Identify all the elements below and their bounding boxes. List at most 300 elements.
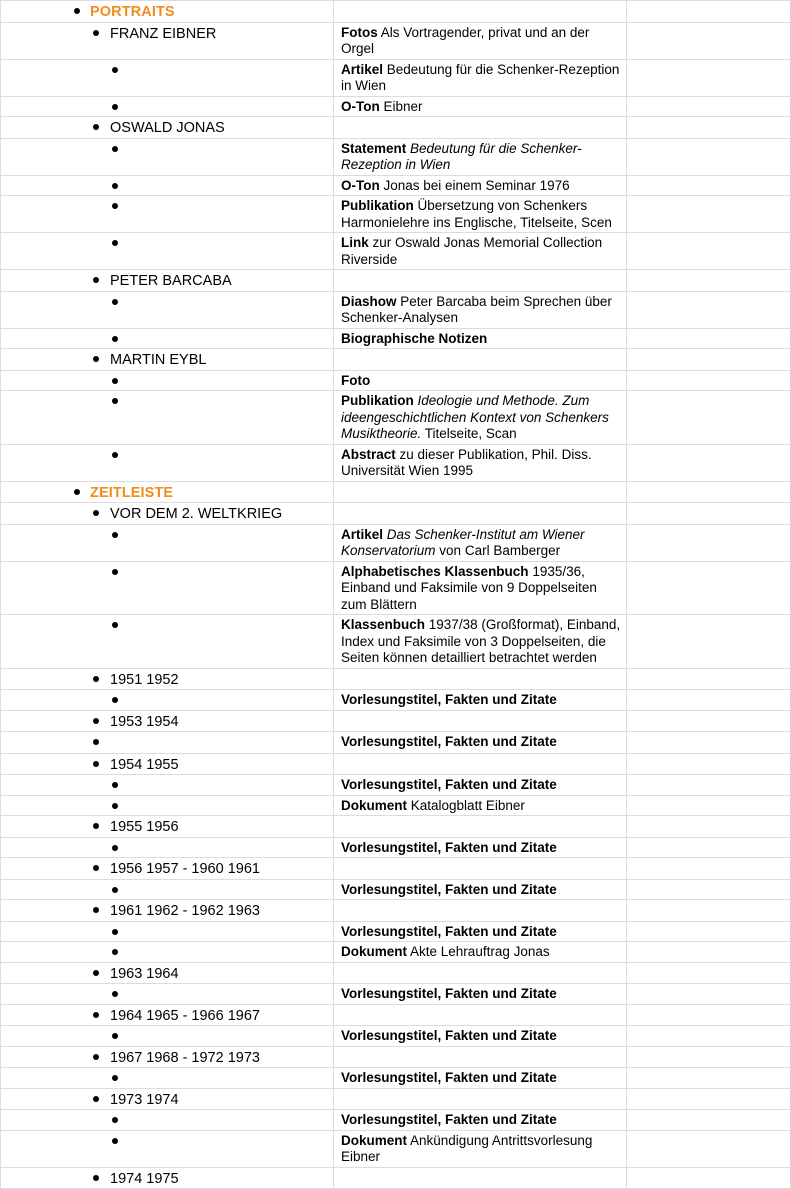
bullet-icon	[112, 532, 118, 538]
description-cell	[334, 22, 627, 59]
bullet-icon	[93, 1012, 99, 1018]
description-cell	[334, 291, 627, 328]
description	[334, 349, 626, 369]
outline-cell	[1, 1130, 334, 1167]
description-cell	[334, 561, 627, 615]
description-cell	[334, 753, 627, 775]
outline-item	[1, 984, 333, 1004]
empty-cell	[627, 370, 790, 391]
description-text: Als Vortragender, privat und an der Orgel	[341, 25, 589, 57]
description-keyword: Dokument	[341, 798, 407, 813]
bullet-icon	[112, 845, 118, 851]
outline-cell	[1, 1068, 334, 1089]
description-keyword: Vorlesungstitel, Fakten und Zitate	[341, 692, 557, 707]
description-text: Titelseite, Scan	[421, 426, 516, 441]
outline-cell	[1, 732, 334, 754]
outline-cell	[1, 96, 334, 117]
outline-cell	[1, 690, 334, 711]
outline-cell	[1, 59, 334, 96]
outline-cell	[1, 1046, 334, 1068]
outline-row	[1, 858, 790, 880]
outline-cell	[1, 370, 334, 391]
outline-cell	[1, 1, 334, 23]
bullet-icon	[112, 697, 118, 703]
description	[334, 1068, 626, 1088]
outline-row	[1, 328, 790, 349]
outline-row	[1, 710, 790, 732]
description-cell	[334, 690, 627, 711]
bullet-icon	[112, 183, 118, 189]
description	[334, 60, 626, 96]
bullet-icon	[112, 887, 118, 893]
empty-cell	[627, 816, 790, 838]
outline-item	[1, 196, 333, 216]
outline-item	[1, 60, 333, 80]
description	[334, 816, 626, 836]
outline-item-label: 1956 1957 - 1960 1961	[110, 861, 260, 877]
outline-item	[1, 292, 333, 312]
bullet-icon	[93, 718, 99, 724]
outline-item	[1, 1026, 333, 1046]
empty-cell	[627, 1004, 790, 1026]
empty-cell	[627, 690, 790, 711]
outline-item	[1, 754, 333, 775]
description-cell	[334, 1004, 627, 1026]
outline-item	[1, 1005, 333, 1026]
outline-item	[1, 176, 333, 196]
outline-item-label: VOR DEM 2. WELTKRIEG	[110, 506, 282, 522]
description	[334, 1131, 626, 1167]
bullet-icon	[112, 1117, 118, 1123]
outline-cell	[1, 444, 334, 481]
outline-item	[1, 117, 333, 138]
bullet-icon	[112, 146, 118, 152]
empty-cell	[627, 668, 790, 690]
description	[334, 690, 626, 710]
description	[334, 963, 626, 983]
description	[334, 669, 626, 689]
empty-cell	[627, 117, 790, 139]
empty-cell	[627, 1046, 790, 1068]
empty-cell	[627, 233, 790, 270]
description	[334, 1, 626, 21]
bullet-icon	[112, 299, 118, 305]
outline-item-label: 1954 1955	[110, 757, 179, 773]
outline-item	[1, 1110, 333, 1130]
description-cell	[334, 615, 627, 669]
empty-cell	[627, 1130, 790, 1167]
description-text: Katalogblatt Eibner	[407, 798, 525, 813]
outline-row	[1, 984, 790, 1005]
description	[334, 525, 626, 561]
bullet-icon	[112, 569, 118, 575]
bullet-icon	[93, 277, 99, 283]
outline-cell	[1, 349, 334, 371]
bullet-icon	[112, 1138, 118, 1144]
outline-cell	[1, 503, 334, 525]
outline-row	[1, 879, 790, 900]
outline-item	[1, 270, 333, 291]
outline-item	[1, 858, 333, 879]
outline-item	[1, 445, 333, 465]
outline-cell	[1, 837, 334, 858]
outline-item	[1, 391, 333, 411]
description	[334, 482, 626, 502]
description-keyword: Vorlesungstitel, Fakten und Zitate	[341, 924, 557, 939]
description-cell	[334, 858, 627, 880]
outline-cell	[1, 391, 334, 445]
outline-item	[1, 525, 333, 545]
bullet-icon	[93, 510, 99, 516]
description-keyword: Publikation	[341, 198, 414, 213]
outline-item-label: 1955 1956	[110, 819, 179, 835]
outline-row	[1, 233, 790, 270]
description	[334, 858, 626, 878]
description-keyword: Vorlesungstitel, Fakten und Zitate	[341, 1112, 557, 1127]
outline-cell	[1, 1004, 334, 1026]
outline-row	[1, 270, 790, 292]
outline-row	[1, 1046, 790, 1068]
description-cell	[334, 1, 627, 23]
description-keyword: O-Ton	[341, 99, 380, 114]
empty-cell	[627, 349, 790, 371]
description-keyword: Vorlesungstitel, Fakten und Zitate	[341, 734, 557, 749]
outline-item	[1, 503, 333, 524]
outline-item	[1, 329, 333, 349]
description-text: Ankündigung Antrittsvorlesung Eibner	[341, 1133, 592, 1165]
description-cell	[334, 524, 627, 561]
outline-cell	[1, 668, 334, 690]
description-keyword: Foto	[341, 373, 370, 388]
empty-cell	[627, 900, 790, 922]
description-keyword: Artikel	[341, 62, 383, 77]
description	[334, 562, 626, 615]
outline-row	[1, 1130, 790, 1167]
description-text: zu dieser Publikation, Phil. Diss. Universität Wien 1995	[341, 447, 592, 479]
description-keyword: Vorlesungstitel, Fakten und Zitate	[341, 777, 557, 792]
outline-row	[1, 795, 790, 816]
description	[334, 391, 626, 444]
bullet-icon	[112, 782, 118, 788]
description-cell	[334, 775, 627, 796]
outline-item-label: 1961 1962 - 1962 1963	[110, 903, 260, 919]
outline-item	[1, 732, 333, 753]
bullet-icon	[93, 676, 99, 682]
description-text: zur Oswald Jonas Memorial Collection Riverside	[341, 235, 602, 267]
bullet-icon	[112, 104, 118, 110]
description-cell	[334, 921, 627, 942]
description-cell	[334, 138, 627, 175]
section-heading	[1, 482, 333, 503]
description-cell	[334, 1068, 627, 1089]
outline-item	[1, 1131, 333, 1151]
bullet-icon	[93, 1054, 99, 1060]
description-cell	[334, 668, 627, 690]
bullet-icon	[93, 761, 99, 767]
outline-cell	[1, 291, 334, 328]
description-cell	[334, 391, 627, 445]
bullet-icon	[112, 929, 118, 935]
empty-cell	[627, 1026, 790, 1047]
empty-cell	[627, 524, 790, 561]
description-text: von Carl Bamberger	[436, 543, 561, 558]
empty-cell	[627, 837, 790, 858]
outline-item	[1, 233, 333, 253]
bullet-icon	[112, 398, 118, 404]
description-cell	[334, 196, 627, 233]
outline-item-label: 1964 1965 - 1966 1967	[110, 1008, 260, 1024]
description-cell	[334, 1088, 627, 1110]
empty-cell	[627, 879, 790, 900]
description-keyword: Vorlesungstitel, Fakten und Zitate	[341, 882, 557, 897]
outline-cell	[1, 1026, 334, 1047]
bullet-icon	[74, 8, 80, 14]
outline-item	[1, 796, 333, 816]
description-keyword: Dokument	[341, 1133, 407, 1148]
outline-row	[1, 753, 790, 775]
outline-cell	[1, 524, 334, 561]
description-cell	[334, 96, 627, 117]
description	[334, 139, 626, 175]
description-keyword: Statement	[341, 141, 406, 156]
outline-item	[1, 23, 333, 44]
description-cell	[334, 984, 627, 1005]
description-cell	[334, 732, 627, 754]
description	[334, 754, 626, 774]
empty-cell	[627, 503, 790, 525]
outline-item	[1, 922, 333, 942]
empty-cell	[627, 1167, 790, 1189]
outline-item-label: FRANZ EIBNER	[110, 26, 216, 42]
empty-cell	[627, 481, 790, 503]
outline-cell	[1, 984, 334, 1005]
outline-cell	[1, 481, 334, 503]
description-title: Ideologie und Methode. Zum ideengeschichtlichen Kontext von Schenkers Musiktheorie.	[341, 393, 609, 441]
empty-cell	[627, 858, 790, 880]
description	[334, 775, 626, 795]
description	[334, 445, 626, 481]
description-title: Bedeutung für die Schenker-Rezeption in Wien	[341, 141, 582, 173]
outline-item	[1, 942, 333, 962]
description-keyword: Vorlesungstitel, Fakten und Zitate	[341, 986, 557, 1001]
bullet-icon	[93, 823, 99, 829]
empty-cell	[627, 561, 790, 615]
empty-cell	[627, 962, 790, 984]
description	[334, 880, 626, 900]
outline-item	[1, 371, 333, 391]
bullet-icon	[112, 991, 118, 997]
description-cell	[334, 1130, 627, 1167]
description	[334, 292, 626, 328]
outline-cell	[1, 233, 334, 270]
outline-row	[1, 732, 790, 754]
outline-item-label	[110, 735, 114, 751]
description-cell	[334, 837, 627, 858]
outline-cell	[1, 962, 334, 984]
outline-item-label: 1963 1964	[110, 966, 179, 982]
description	[334, 922, 626, 942]
description-text: 1937/38 (Großformat), Einband, Index und Faksimile von 3 Doppelseiten, die Seiten können detailliert betrachtet werden	[341, 617, 620, 665]
bullet-icon	[112, 1033, 118, 1039]
bullet-icon	[112, 622, 118, 628]
outline-row	[1, 615, 790, 669]
empty-cell	[627, 942, 790, 963]
empty-cell	[627, 59, 790, 96]
bullet-icon	[93, 30, 99, 36]
outline-cell	[1, 795, 334, 816]
description-cell	[334, 270, 627, 292]
outline-item-label: PETER BARCABA	[110, 273, 232, 289]
outline-row	[1, 1110, 790, 1131]
description-cell	[334, 349, 627, 371]
description-keyword: Vorlesungstitel, Fakten und Zitate	[341, 1070, 557, 1085]
description	[334, 942, 626, 962]
outline-row	[1, 117, 790, 139]
outline-item	[1, 1068, 333, 1088]
outline-cell	[1, 775, 334, 796]
outline-item	[1, 1089, 333, 1110]
description-keyword: Link	[341, 235, 369, 250]
outline-row	[1, 503, 790, 525]
description	[334, 503, 626, 523]
outline-cell	[1, 1088, 334, 1110]
description-cell	[334, 900, 627, 922]
empty-cell	[627, 22, 790, 59]
description-cell	[334, 710, 627, 732]
outline-cell	[1, 942, 334, 963]
outline-cell	[1, 328, 334, 349]
outline-row	[1, 1088, 790, 1110]
outline-cell	[1, 117, 334, 139]
outline-row	[1, 196, 790, 233]
description-text: 1935/36, Einband und Faksimile von 9 Doppelseiten zum Blättern	[341, 564, 597, 612]
outline-row	[1, 690, 790, 711]
description	[334, 233, 626, 269]
bullet-icon	[93, 907, 99, 913]
outline-item-label: 1973 1974	[110, 1092, 179, 1108]
description	[334, 1110, 626, 1130]
description	[334, 329, 626, 349]
description-keyword: Dokument	[341, 944, 407, 959]
bullet-icon	[93, 865, 99, 871]
outline-row	[1, 1004, 790, 1026]
description	[334, 984, 626, 1004]
outline-cell	[1, 615, 334, 669]
empty-cell	[627, 1088, 790, 1110]
description-cell	[334, 879, 627, 900]
outline-item	[1, 690, 333, 710]
outline-row	[1, 138, 790, 175]
outline-row	[1, 1068, 790, 1089]
description	[334, 117, 626, 137]
outline-row	[1, 175, 790, 196]
description-cell	[334, 117, 627, 139]
description-keyword: O-Ton	[341, 178, 380, 193]
empty-cell	[627, 732, 790, 754]
outline-item	[1, 1168, 333, 1189]
outline-row	[1, 668, 790, 690]
empty-cell	[627, 270, 790, 292]
description-keyword: Alphabetisches Klassenbuch	[341, 564, 529, 579]
bullet-icon	[93, 124, 99, 130]
empty-cell	[627, 175, 790, 196]
empty-cell	[627, 96, 790, 117]
outline-row	[1, 921, 790, 942]
bullet-icon	[93, 970, 99, 976]
description-text: Eibner	[380, 99, 423, 114]
description-cell	[334, 1046, 627, 1068]
outline-cell	[1, 816, 334, 838]
bullet-icon	[112, 1075, 118, 1081]
outline-row	[1, 524, 790, 561]
bullet-icon	[112, 378, 118, 384]
empty-cell	[627, 1, 790, 23]
outline-item-label: 1967 1968 - 1972 1973	[110, 1050, 260, 1066]
description-cell	[334, 370, 627, 391]
description-cell	[334, 444, 627, 481]
description	[334, 1168, 626, 1188]
description-keyword: Artikel	[341, 527, 383, 542]
outline-cell	[1, 879, 334, 900]
description-cell	[334, 175, 627, 196]
outline-cell	[1, 1110, 334, 1131]
description-keyword: Biographische Notizen	[341, 331, 487, 346]
empty-cell	[627, 291, 790, 328]
outline-item	[1, 349, 333, 370]
outline-cell	[1, 921, 334, 942]
outline-item-label: MARTIN EYBL	[110, 352, 206, 368]
description	[334, 1005, 626, 1025]
outline-item	[1, 615, 333, 635]
section-heading-label: ZEITLEISTE	[90, 485, 173, 501]
description-cell	[334, 503, 627, 525]
outline-item	[1, 562, 333, 582]
outline-cell	[1, 22, 334, 59]
bullet-icon	[74, 489, 80, 495]
description	[334, 900, 626, 920]
section-heading-label: PORTRAITS	[90, 4, 175, 20]
outline-cell	[1, 138, 334, 175]
empty-cell	[627, 753, 790, 775]
description-title: Das Schenker-Institut am Wiener Konservatorium	[341, 527, 585, 559]
outline-row	[1, 816, 790, 838]
description-cell	[334, 481, 627, 503]
description	[334, 796, 626, 816]
outline-row	[1, 837, 790, 858]
outline-item-label: 1974 1975	[110, 1171, 179, 1187]
description-cell	[334, 942, 627, 963]
description	[334, 97, 626, 117]
description	[334, 371, 626, 391]
description-keyword: Klassenbuch	[341, 617, 425, 632]
outline-item	[1, 880, 333, 900]
outline-row	[1, 349, 790, 371]
description	[334, 23, 626, 59]
empty-cell	[627, 984, 790, 1005]
bullet-icon	[93, 739, 99, 745]
description-cell	[334, 962, 627, 984]
outline-row	[1, 444, 790, 481]
description-keyword: Vorlesungstitel, Fakten und Zitate	[341, 840, 557, 855]
outline-cell	[1, 561, 334, 615]
description	[334, 1026, 626, 1046]
description-cell	[334, 59, 627, 96]
description-cell	[334, 328, 627, 349]
description-cell	[334, 233, 627, 270]
outline-item-label: 1951 1952	[110, 672, 179, 688]
outline-item	[1, 775, 333, 795]
outline-row	[1, 775, 790, 796]
